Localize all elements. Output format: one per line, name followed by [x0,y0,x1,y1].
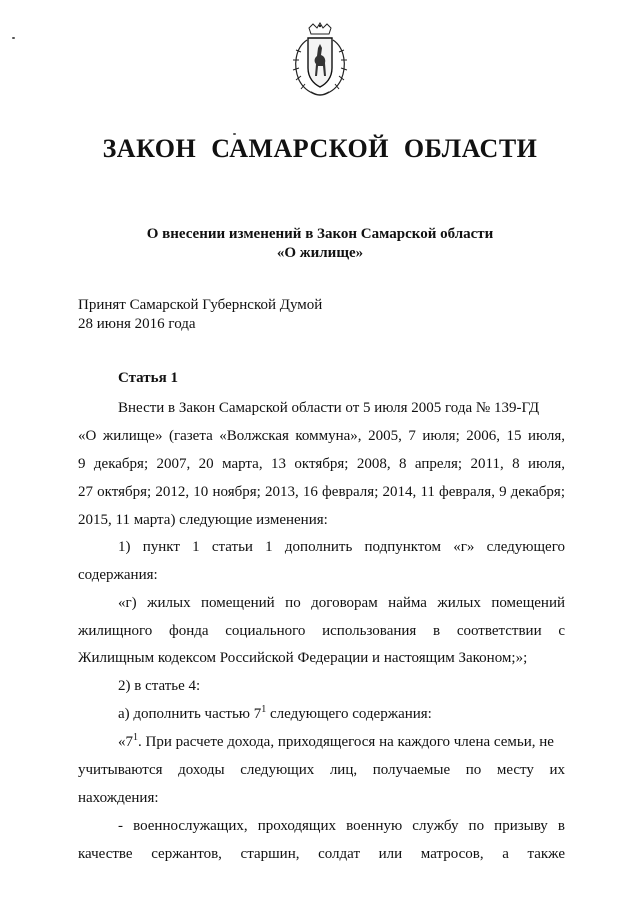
body-line: «О жилище» (газета «Волжская коммуна», 2005, 7 июля; 2006, 15 июля, [78,428,565,444]
superscript: 1 [133,732,138,743]
body-text: а) дополнить частью 7 [118,706,262,722]
samara-coat-of-arms-icon [287,22,353,100]
scan-speck [12,37,15,39]
body-line: жилищного фонда социального использования в соответствии с [78,623,565,639]
body-line: содержания: [78,567,158,583]
body-line: - военнослужащих, проходящих военную службу по призыву в [118,818,565,834]
body-line: качестве сержантов, старшин, солдат или матросов, а также [78,846,565,862]
article-heading: Статья 1 [118,370,178,386]
adopted-by: Принят Самарской Губернской Думой [78,297,323,313]
body-line: Жилищным кодексом Российской Федерации и настоящим Законом;»; [78,650,528,666]
body-line: 27 октября; 2012, 10 ноября; 2013, 16 февраля; 2014, 11 февраля, 9 декабря; [78,484,565,500]
body-line: «г) жилых помещений по договорам найма жилых помещений [118,595,565,611]
document-subtitle-line-1: О внесении изменений в Закон Самарской области [146,226,494,242]
body-line: учитываются доходы следующих лиц, получаемые по месту их [78,762,565,778]
body-line: 9 декабря; 2007, 20 марта, 13 октября; 2008, 8 апреля; 2011, 8 июля, [78,456,565,472]
document-title: ЗАКОН САМАРСКОЙ ОБЛАСТИ [102,134,538,163]
body-line: 2) в статье 4: [118,678,201,694]
superscript: 1 [261,704,267,715]
body-text: «7 [118,734,133,750]
body-line: 2015, 11 марта) следующие изменения: [78,512,328,528]
body-line [118,706,432,723]
body-line: нахождения: [78,790,159,806]
body-text: следующего содержания: [270,706,432,722]
body-line: 1) пункт 1 статьи 1 дополнить подпунктом «г» следующего [118,539,565,555]
body-line [118,734,554,751]
adopted-date: 28 июня 2016 года [78,316,196,332]
body-line: Внести в Закон Самарской области от 5 июля 2005 года № 139-ГД [118,400,540,416]
document-subtitle-line-2: «О жилище» [276,245,364,261]
body-text: . При расчете дохода, приходящегося на каждого члена семьи, не [138,734,554,750]
